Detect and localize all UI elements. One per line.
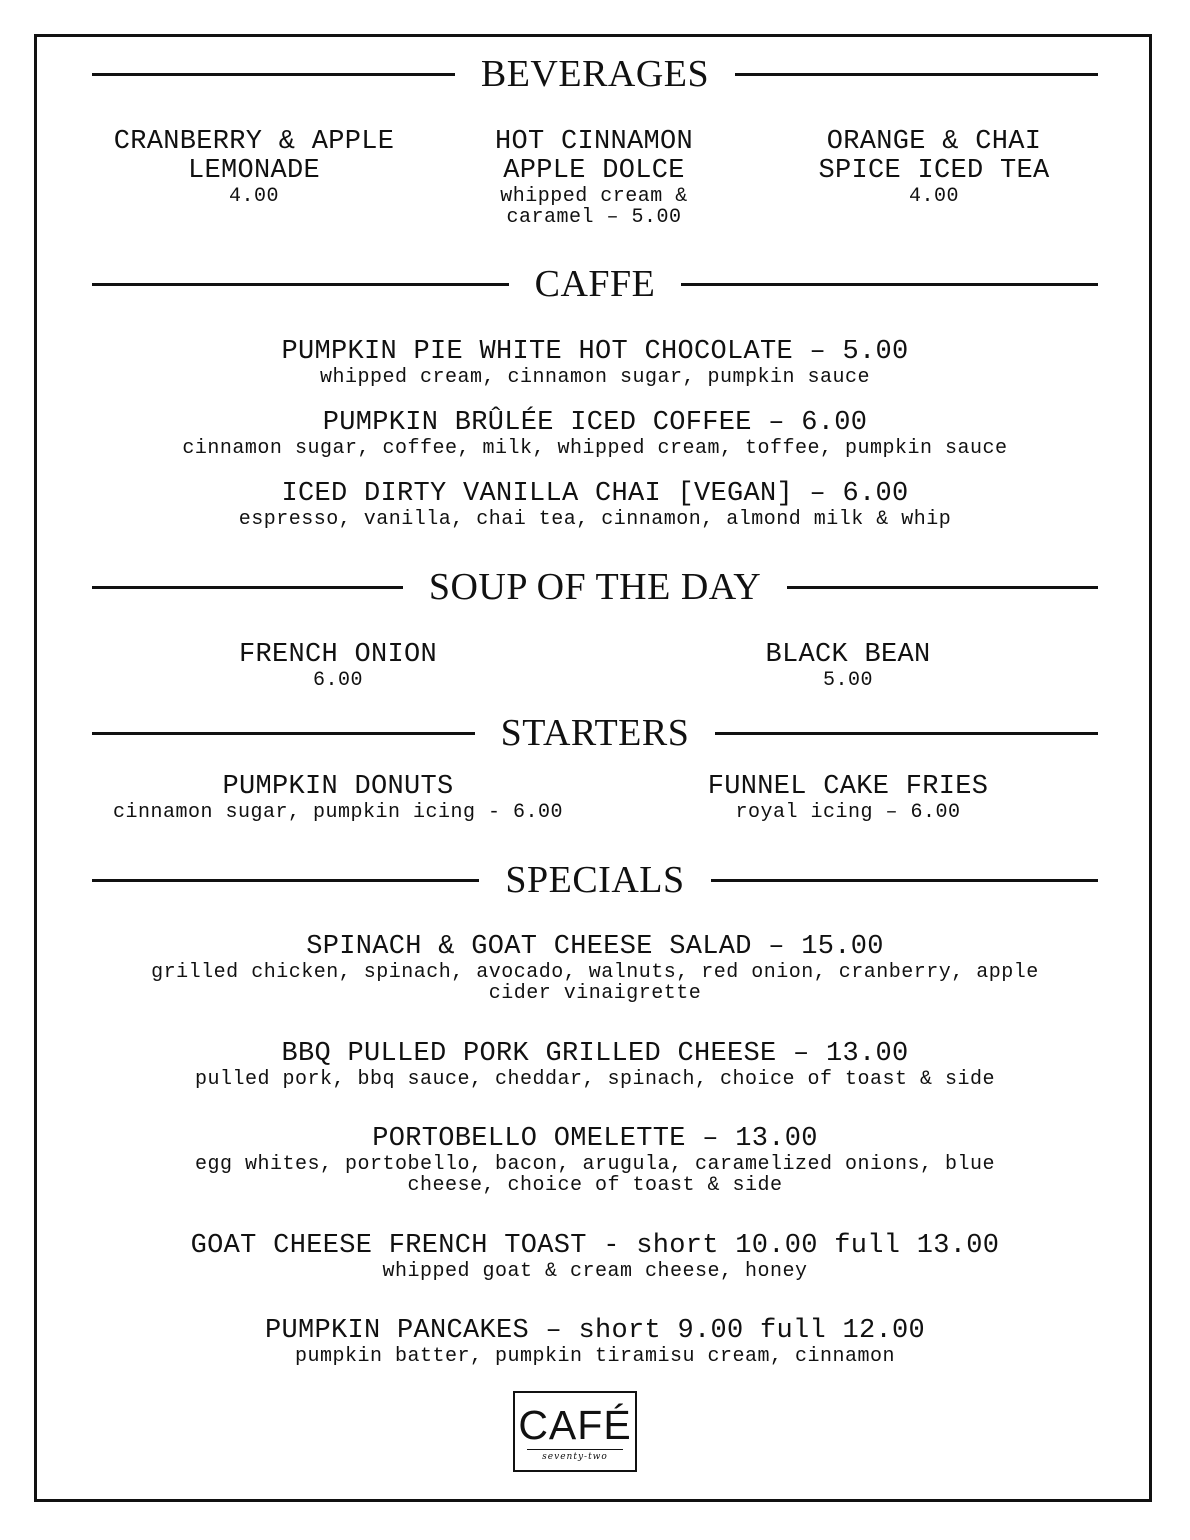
menu-item xyxy=(92,480,1098,530)
item-description: 4.00 xyxy=(908,185,959,208)
divider-line xyxy=(787,586,1098,589)
divider-line xyxy=(735,73,1098,76)
item-name: FUNNEL CAKE FRIES xyxy=(707,772,989,802)
section-header-specials xyxy=(92,855,1098,905)
section-header-starters xyxy=(92,708,1098,758)
menu-item xyxy=(764,128,1104,207)
item-description: egg whites, portobello, bacon, arugula, caramelized onions, blue cheese, choice of toast & side xyxy=(194,1153,996,1197)
item-description: 5.00 xyxy=(822,669,873,692)
menu-item xyxy=(92,1317,1098,1367)
section-header-caffe xyxy=(92,259,1098,309)
item-description: 6.00 xyxy=(312,669,363,692)
menu-item xyxy=(92,338,1098,388)
menu-item xyxy=(424,128,764,228)
item-name: ORANGE & CHAI SPICE ICED TEA xyxy=(818,127,1050,186)
section-title: STARTERS xyxy=(500,712,690,754)
section-header-soup xyxy=(92,562,1098,612)
item-description: grilled chicken, spinach, avocado, walnuts, red onion, cranberry, apple cider vinaigrette xyxy=(151,961,1039,1005)
section-title: SPECIALS xyxy=(505,859,685,901)
menu-item xyxy=(92,409,1098,459)
menu-item xyxy=(92,1040,1098,1090)
item-name: PUMPKIN PIE WHITE HOT CHOCOLATE – 5.00 xyxy=(281,337,909,367)
cafe-logo xyxy=(513,1391,637,1472)
menu-item xyxy=(92,1232,1098,1282)
logo-wordmark: CAFÉ xyxy=(518,1402,632,1448)
item-name: HOT CINNAMON APPLE DOLCE xyxy=(494,127,694,186)
menu-item xyxy=(628,773,1068,823)
divider-line xyxy=(715,732,1098,735)
logo-underline xyxy=(527,1449,623,1450)
item-name: GOAT CHEESE FRENCH TOAST - short 10.00 full 13.00 xyxy=(190,1231,1000,1261)
item-description: 4.00 xyxy=(228,185,279,208)
menu-item xyxy=(168,641,508,691)
item-description: pulled pork, bbq sauce, cheddar, spinach, choice of toast & side xyxy=(194,1068,996,1091)
section-header-beverages xyxy=(92,49,1098,99)
item-description: whipped goat & cream cheese, honey xyxy=(382,1260,808,1283)
item-name: PUMPKIN BRÛLÉE ICED COFFEE – 6.00 xyxy=(322,408,868,438)
item-name: ICED DIRTY VANILLA CHAI [VEGAN] – 6.00 xyxy=(281,479,909,509)
section-title: BEVERAGES xyxy=(480,53,710,95)
item-name: PUMPKIN PANCAKES – short 9.00 full 12.00 xyxy=(264,1316,926,1346)
divider-line xyxy=(92,879,479,882)
divider-line xyxy=(92,283,509,286)
section-title: CAFFE xyxy=(534,263,656,305)
item-description: royal icing – 6.00 xyxy=(735,801,961,824)
section-title: SOUP OF THE DAY xyxy=(428,566,762,608)
menu-item xyxy=(84,128,424,207)
divider-line xyxy=(711,879,1098,882)
item-description: pumpkin batter, pumpkin tiramisu cream, cinnamon xyxy=(294,1345,896,1368)
menu-item xyxy=(678,641,1018,691)
item-name: CRANBERRY & APPLE LEMONADE xyxy=(113,127,395,186)
divider-line xyxy=(92,732,475,735)
item-name: SPINACH & GOAT CHEESE SALAD – 15.00 xyxy=(306,932,884,962)
item-description: espresso, vanilla, chai tea, cinnamon, almond milk & whip xyxy=(238,508,952,531)
logo-script: seventy-two xyxy=(542,1452,608,1462)
item-description: whipped cream, cinnamon sugar, pumpkin sauce xyxy=(319,366,871,389)
item-name: BBQ PULLED PORK GRILLED CHEESE – 13.00 xyxy=(281,1039,909,1069)
item-name: FRENCH ONION xyxy=(238,640,438,670)
menu-item xyxy=(78,773,598,823)
menu-item xyxy=(92,933,1098,1004)
item-description: cinnamon sugar, pumpkin icing - 6.00 xyxy=(112,801,564,824)
divider-line xyxy=(92,73,455,76)
item-description: whipped cream & caramel – 5.00 xyxy=(500,185,688,229)
item-name: PUMPKIN DONUTS xyxy=(222,772,454,802)
item-name: PORTOBELLO OMELETTE – 13.00 xyxy=(372,1124,818,1154)
divider-line xyxy=(681,283,1098,286)
item-description: cinnamon sugar, coffee, milk, whipped cream, toffee, pumpkin sauce xyxy=(182,437,1008,460)
menu-item xyxy=(92,1125,1098,1196)
item-name: BLACK BEAN xyxy=(765,640,931,670)
divider-line xyxy=(92,586,403,589)
